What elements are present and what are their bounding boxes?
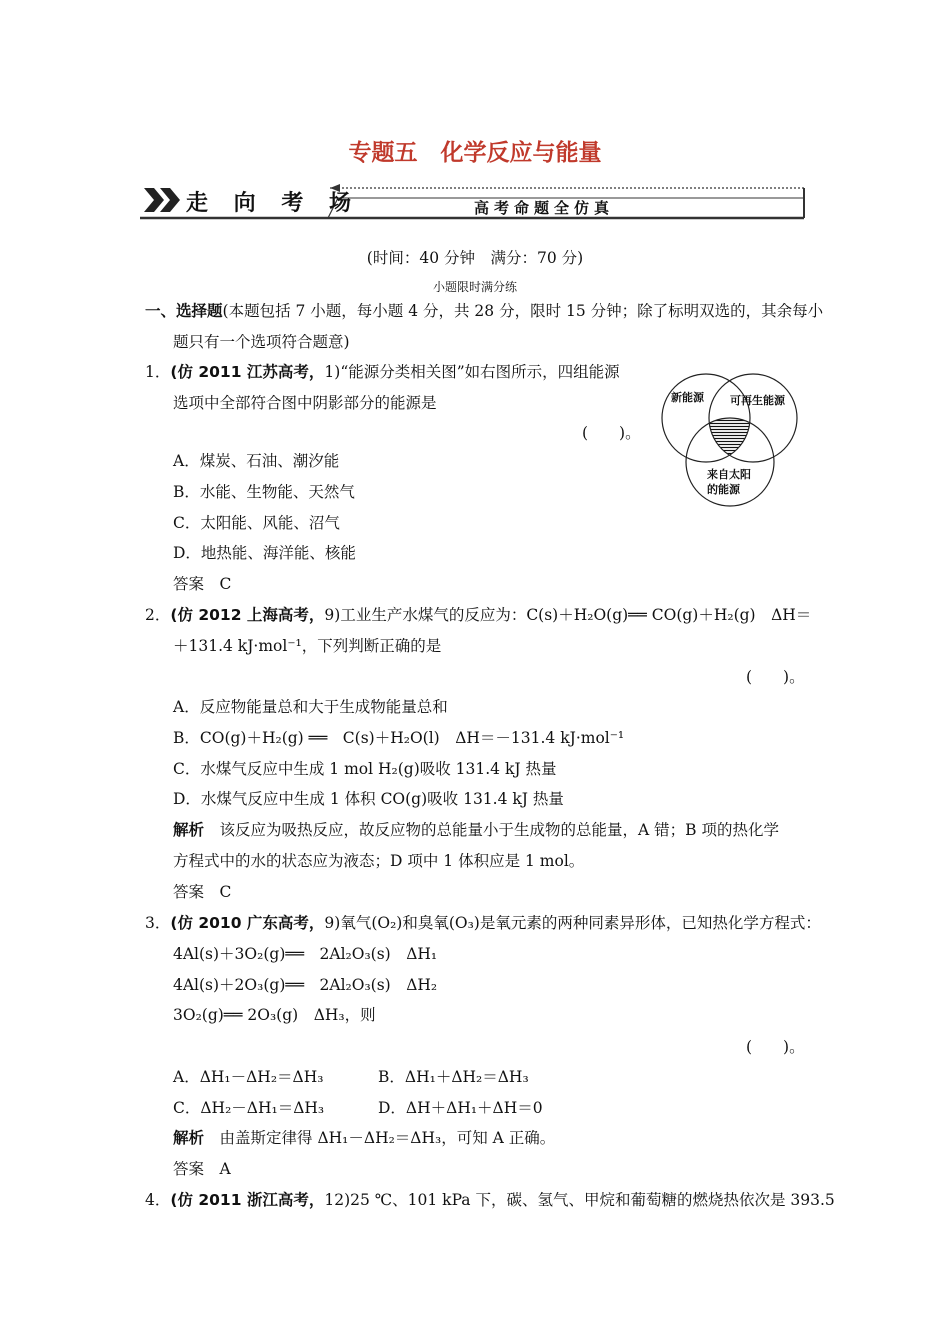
q2-option-b: B．CO(g)＋H₂(g) ══ C(s)＋H₂O(l) ΔH＝－131.4 kJ·mol⁻¹	[173, 729, 625, 747]
q2-text: 9)工业生产水煤气的反应为：C(s)＋H₂O(g)══ CO(g)＋H₂(g) ΔH＝	[324, 606, 812, 624]
q1-source: (仿 2011 江苏高考，	[170, 363, 325, 381]
q4-source: (仿 2011 浙江高考，	[170, 1191, 325, 1209]
venn-label-new: 新能源	[671, 391, 704, 404]
q3-analysis	[173, 1128, 555, 1148]
q4-stem	[145, 1190, 835, 1210]
q2-number: 2．	[145, 606, 171, 624]
q2-analysis	[173, 820, 779, 840]
q2-answer-blank: ( )。	[746, 668, 805, 686]
q2-analysis-2: 方程式中的水的状态应为液态；D 项中 1 体积应是 1 mol。	[173, 852, 585, 870]
q1-number: 1．	[145, 363, 171, 381]
q2-stem	[145, 605, 811, 625]
banner-right-label: 高考命题全仿真	[474, 199, 615, 217]
q2-source: (仿 2012 上海高考，	[170, 606, 325, 624]
q3-answer: 答案 A	[173, 1160, 231, 1178]
q3-option-a: A．ΔH₁－ΔH₂＝ΔH₃	[173, 1068, 324, 1086]
double-chevron-icon	[144, 188, 180, 212]
q3-source: (仿 2010 广东高考，	[170, 914, 325, 932]
q3-analysis-text: 由盖斯定律得 ΔH₁－ΔH₂＝ΔH₃，可知 A 正确。	[219, 1129, 556, 1147]
q1-stem	[145, 362, 620, 382]
time-info: (时间：40 分钟 满分：70 分)	[366, 249, 584, 267]
q3-equation-1: 4Al(s)＋3O₂(g)══ 2Al₂O₃(s) ΔH₁	[173, 945, 438, 963]
venn-circle-renewable	[709, 374, 797, 462]
q3-analysis-label: 解析	[173, 1129, 205, 1147]
q3-equation-2: 4Al(s)＋2O₃(g)══ 2Al₂O₃(s) ΔH₂	[173, 976, 438, 994]
q3-equation-3: 3O₂(g)══ 2O₃(g) ΔH₃，则	[173, 1006, 376, 1024]
q1-text: 1)“能源分类相关图”如右图所示，四组能源	[324, 363, 620, 381]
section-desc: (本题包括 7 小题，每小题 4 分，共 28 分，限时 15 分钟；除了标明双选的，其余每小	[222, 302, 824, 320]
sub-heading: 小题限时满分练	[432, 280, 517, 294]
q3-option-b: B．ΔH₁＋ΔH₂＝ΔH₃	[378, 1068, 529, 1086]
q1-stem-2: 选项中全部符合图中阴影部分的能源是	[173, 394, 437, 412]
q3-answer-blank: ( )。	[746, 1038, 805, 1056]
section-label: 一、选择题	[145, 302, 223, 320]
section-header	[145, 301, 823, 321]
q2-option-d: D．水煤气反应中生成 1 体积 CO(g)吸收 131.4 kJ 热量	[173, 790, 564, 808]
q1-option-a: A．煤炭、石油、潮汐能	[173, 452, 340, 470]
q2-answer: 答案 C	[173, 883, 232, 901]
venn-label-solar-1: 来自太阳	[707, 468, 751, 481]
q2-option-a: A．反应物能量总和大于生成物能量总和	[173, 698, 448, 716]
q3-option-c: C．ΔH₂－ΔH₁＝ΔH₃	[173, 1099, 325, 1117]
q2-option-c: C．水煤气反应中生成 1 mol H₂(g)吸收 131.4 kJ 热量	[173, 760, 557, 778]
q1-option-d: D．地热能、海洋能、核能	[173, 544, 356, 562]
q3-stem	[145, 913, 821, 933]
q2-analysis-label: 解析	[173, 821, 205, 839]
q1-answer: 答案 C	[173, 575, 232, 593]
q4-number: 4．	[145, 1191, 171, 1209]
q2-stem-2: ＋131.4 kJ·mol⁻¹，下列判断正确的是	[173, 637, 442, 655]
venn-label-renewable: 可再生能源	[730, 394, 785, 407]
q1-answer-blank: ( )。	[582, 424, 641, 442]
section-desc-2: 题只有一个选项符合题意)	[173, 333, 350, 351]
banner-left-label: 走 向 考 场	[186, 191, 360, 216]
q3-option-d: D．ΔH＋ΔH₁＋ΔH＝0	[378, 1099, 543, 1117]
q1-option-b: B．水能、生物能、天然气	[173, 483, 355, 501]
q4-text: 12)25 ℃、101 kPa 下，碳、氢气、甲烷和葡萄糖的燃烧热依次是 393.5	[324, 1191, 835, 1209]
q3-text: 9)氧气(O₂)和臭氧(O₃)是氧元素的两种同素异形体，已知热化学方程式：	[324, 914, 821, 932]
page-title: 专题五 化学反应与能量	[348, 140, 602, 166]
q2-analysis-text: 该反应为吸热反应，故反应物的总能量小于生成物的总能量，A 错；B 项的热化学	[219, 821, 779, 839]
q1-option-c: C．太阳能、风能、沼气	[173, 514, 340, 532]
venn-label-solar-2: 的能源	[707, 483, 740, 496]
q3-number: 3．	[145, 914, 171, 932]
